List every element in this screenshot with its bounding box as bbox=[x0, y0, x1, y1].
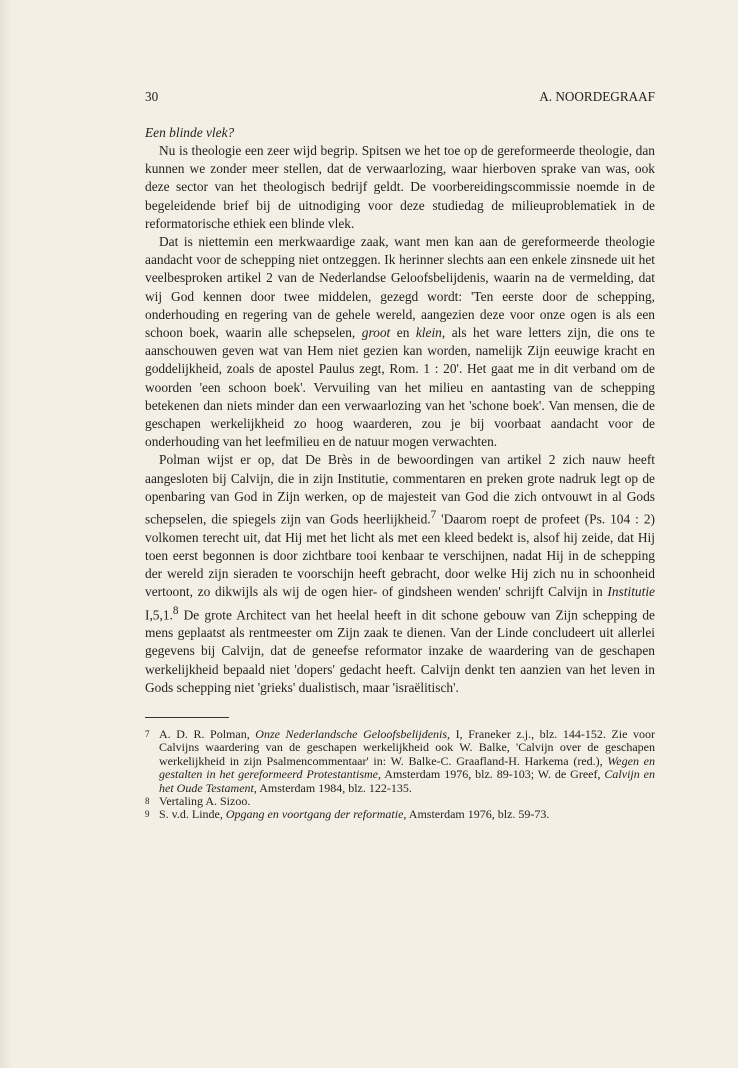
fn7-text-c: Amsterdam 1976, blz. 89-103; W. de Greef, bbox=[381, 767, 605, 782]
scan-edge bbox=[0, 0, 12, 1068]
paragraph-3-italic-a: Institutie bbox=[607, 584, 655, 600]
paragraph-3-text-a: Polman wijst er op, dat De Brès in de bewoordingen van artikel 2 zich nauw heeft aangesloten bij Calvijn, die in zijn Institutie, commentaren en preken grote nadruk legt op de openbaring van God in Zijn werken, op de majesteit van God die zich ontvouwt in al Gods schepselen, die spiegels zijn van Gods heerlijkheid. bbox=[145, 452, 655, 527]
footnote-text bbox=[159, 728, 655, 795]
fn9-italic-a: Opgang en voortgang der reformatie, bbox=[225, 807, 407, 822]
paragraph-3-text-c: I,5,1. bbox=[145, 607, 173, 623]
footnote-8 bbox=[145, 795, 655, 808]
footnote-divider bbox=[145, 717, 229, 718]
paragraph-3-text-b: 'Daarom roept de profeet (Ps. 104 : 2) volkomen terecht uit, dat Hij met het licht als met een kleed bedekt is, alsof hij zeide, dat Hij toen eerst begonnen is door zichtbare tooi kenbaar te verschijnen, nadat Hij in de schepping der wereld zijn sieraden te voorschijn heeft gebracht, door welke Hij zich nu in schoonheid vertoont, zo dikwijls als wij de ogen hier- of gindsheen wenden' schrijft Calvijn in bbox=[145, 511, 655, 600]
footnote-9 bbox=[145, 808, 655, 821]
paragraph-2-text-c: , als het ware letters zijn, die ons te aanschouwen geven wat van Hem niet gezien kan worden, namelijk Zijn eeuwige kracht en goddelijkheid, zoals de apostel Paulus zegt, Rom. 1 : 20'. Het gaat me in dit verband om de woorden 'een schoon boek'. Vervuiling van het milieu en aantasting van de schepping betekenen dan niets minder dan een verwaarlozing van het 'schone boek'. Van mensen, die de geschapen werkelijkheid zo hoog waarderen, zou je bij voorbaat aandacht voor de onderhouding van het leefmilieu en de natuur mogen verwachten. bbox=[145, 325, 655, 450]
paragraph-3 bbox=[145, 451, 655, 697]
fn7-italic-c: Calvijn en het Oude Testament, bbox=[159, 767, 655, 795]
fn7-text-b: I, Franeker z.j., blz. 144-152. Zie voor Calvijns waardering van de geschapen werkelijkheid ook W. Balke, 'Calvijn over de geschapen werkelijkheid in zijn Psalmencommentaar' in: W. Balke-C. Graafland-H. Harkema (red.), bbox=[159, 727, 655, 768]
fn9-text-a: S. v.d. Linde, bbox=[159, 807, 226, 822]
fn7-text-d: Amsterdam 1984, blz. 122-135. bbox=[256, 780, 412, 795]
paragraph-2-italic-b: klein bbox=[415, 325, 442, 341]
footnote-text bbox=[159, 808, 655, 821]
author-name: A. NOORDEGRAAF bbox=[539, 89, 655, 104]
footnote-ref-8[interactable]: 8 bbox=[172, 604, 179, 617]
footnote-7 bbox=[145, 728, 655, 795]
footnote-text: Vertaling A. Sizoo. bbox=[159, 794, 251, 809]
fn7-italic-b: Wegen en gestalten in het gereformeerd Protestantisme, bbox=[159, 753, 655, 782]
fn7-italic-a: Onze Nederlandsche Geloofsbelijdenis, bbox=[255, 727, 451, 742]
document-page bbox=[145, 88, 655, 822]
footnote-number: 7 bbox=[145, 729, 150, 740]
paragraph-2 bbox=[145, 233, 655, 451]
footnote-number: 9 bbox=[145, 809, 150, 820]
paragraph-3-text-d: De grote Architect van het heelal heeft in dit schone gebouw van Zijn schepping de mens geplaatst als rentmeester om Zijn zaak te dienen. Van der Linde concludeert uit allerlei gegevens bij Calvijn, dat de geneefse reformator inzake de waardering van de geschapen werkelijkheid bepaald niet 'dopers' gedacht heeft. Calvijn denkt ten aanzien van het leven in Gods schepping niet 'grieks' dualistisch, maar 'israëlitisch'. bbox=[145, 607, 655, 695]
footnote-number: 8 bbox=[145, 796, 150, 807]
running-header bbox=[145, 88, 655, 106]
footnotes bbox=[145, 728, 655, 822]
paragraph-2-text-a: Dat is niettemin een merkwaardige zaak, want men kan aan de gereformeerde theologie aandacht voor de schepping niet ontzeggen. Ik herinner slechts aan een enkele zinsnede uit het veelbesproken artikel 2 van de Nederlandse Geloofsbelijdenis, waarin na de vermelding, dat wij God kennen door twee middelen, gezegd wordt: 'Ten eerste door de schepping, onderhouding en regering van de gehele wereld, aangezien deze voor onze ogen is als een schoon boek, waarin alle schepselen, bbox=[145, 234, 655, 341]
page-number: 30 bbox=[145, 89, 159, 104]
fn9-text-b: Amsterdam 1976, blz. 59-73. bbox=[406, 807, 550, 822]
fn7-text-a: A. D. R. Polman, bbox=[159, 727, 256, 742]
paragraph-2-italic-a: groot bbox=[361, 325, 391, 341]
paragraph-2-text-b: en bbox=[390, 325, 416, 341]
paragraph-1: Nu is theologie een zeer wijd begrip. Spitsen we het toe op de gereformeerde theologie, dan kunnen we zonder meer stellen, dat de verwaarlozing, waar hierboven sprake van was, ook deze sector van het theologisch bedrijf geldt. De voorbereidingscommissie noemde in de begeleidende brief bij de uitnodiging voor deze studiedag de milieuproblematiek in de reformatorische ethiek een blinde vlek. bbox=[145, 143, 655, 231]
section-title: Een blinde vlek? bbox=[145, 125, 235, 140]
footnote-ref-7[interactable]: 7 bbox=[430, 509, 437, 522]
